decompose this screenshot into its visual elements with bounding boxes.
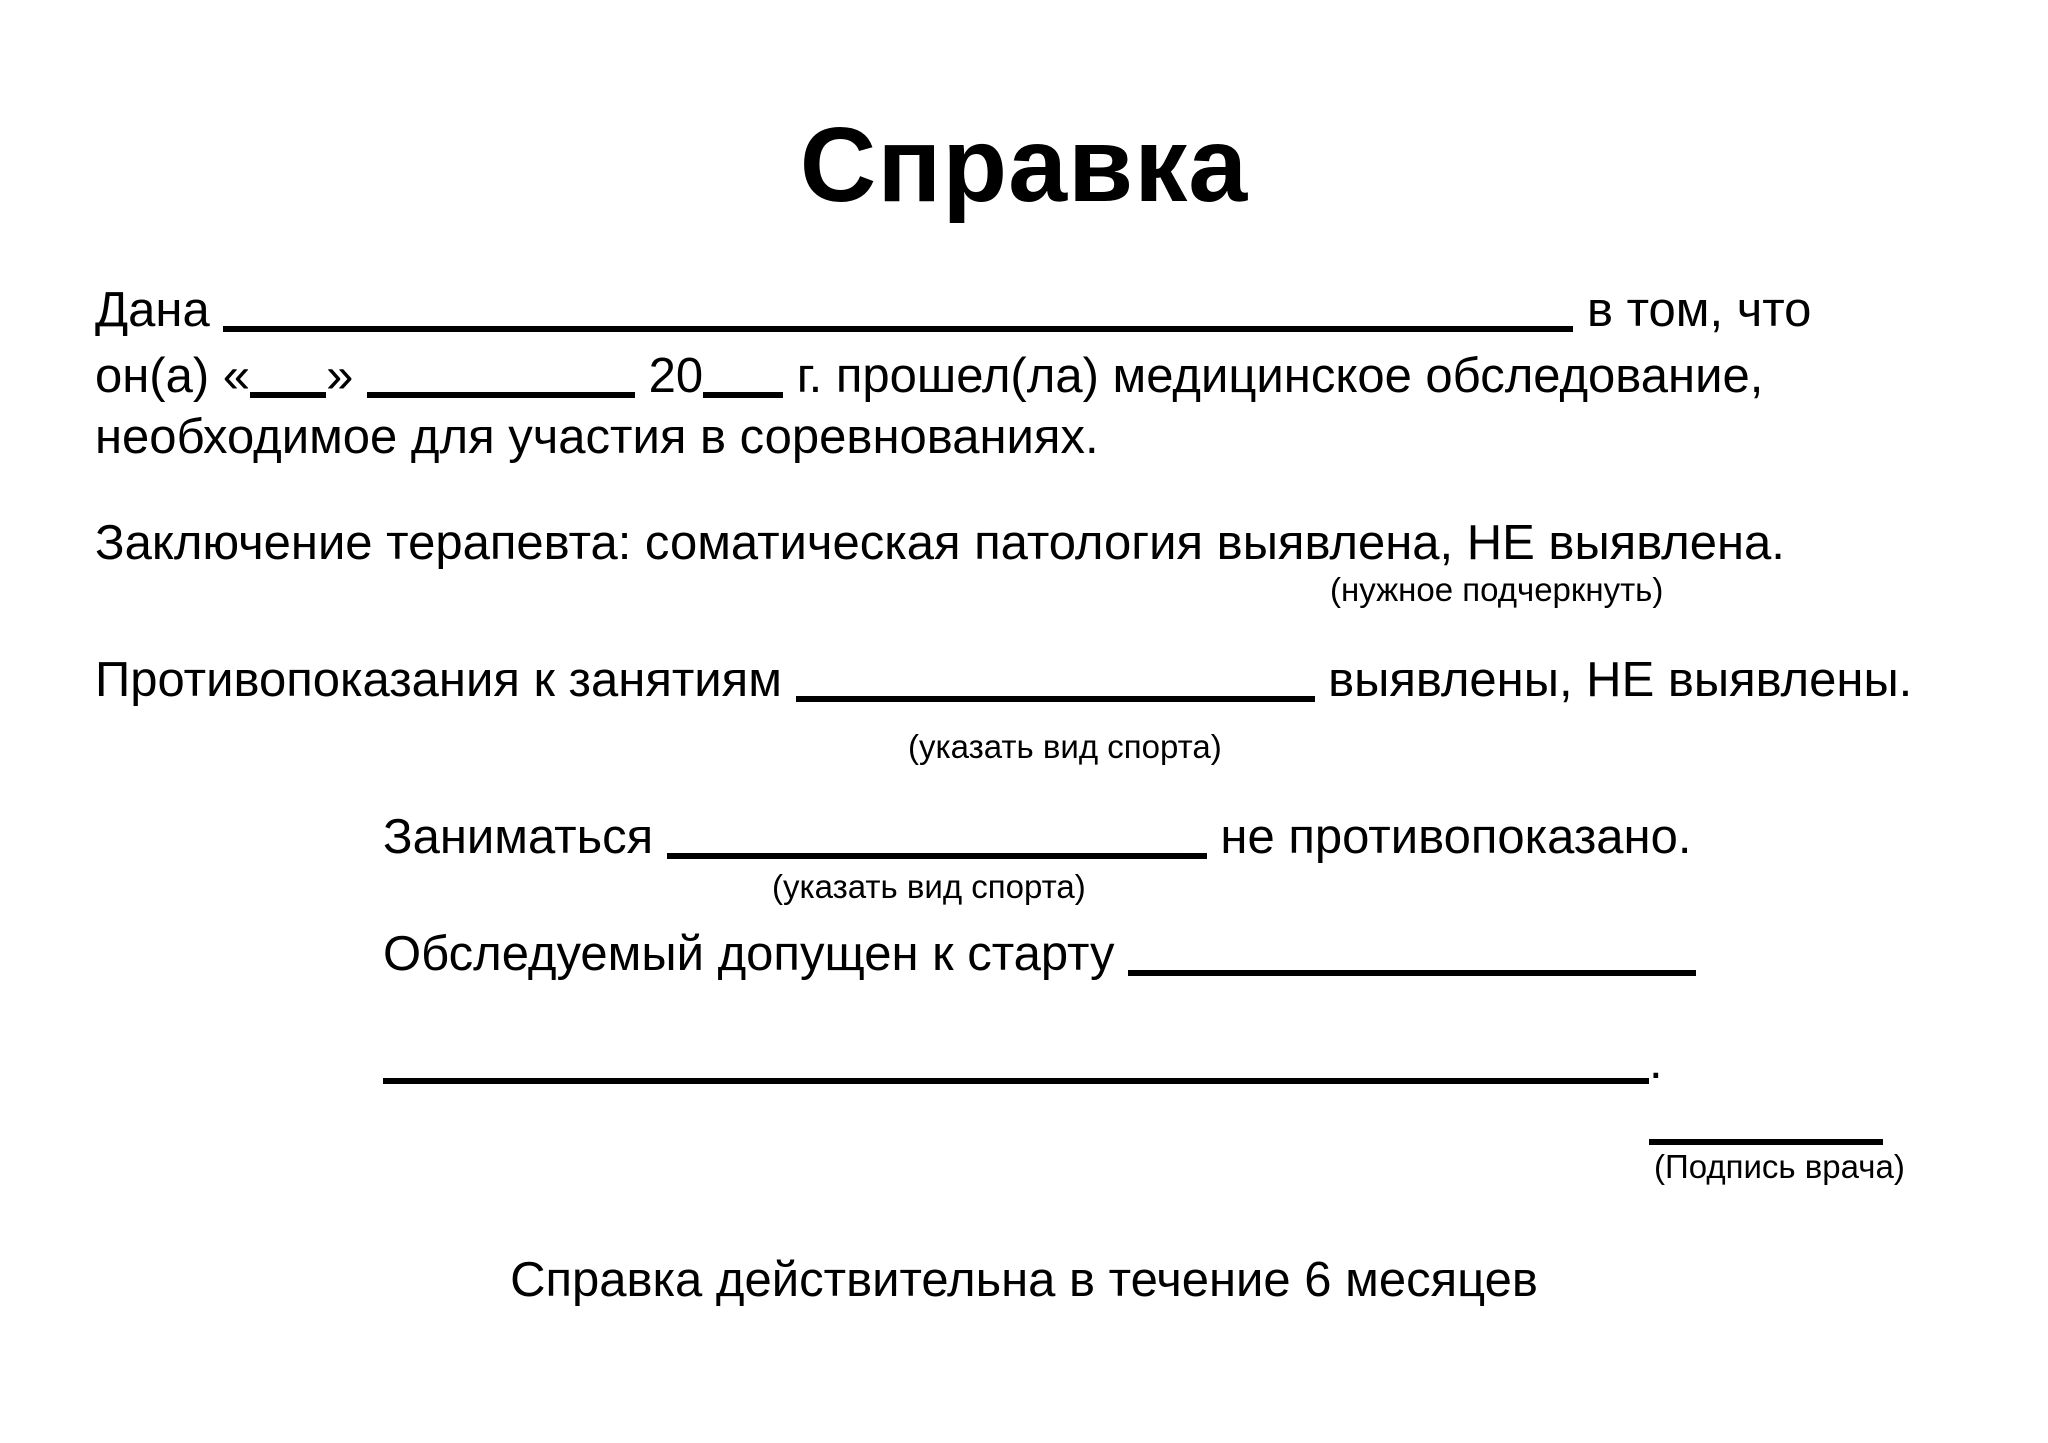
sport-kind-blank-1 [796, 647, 1315, 702]
validity-statement: Справка действительна в течение 6 месяцев [510, 1253, 1538, 1307]
given-to-label: Дана [95, 283, 210, 338]
sport-kind-note-2: (указать вид спорта) [772, 868, 1086, 905]
admission-line [383, 921, 1696, 985]
admission-continuation-line [383, 1029, 1663, 1093]
sentence-period: . [1649, 1035, 1663, 1090]
sport-kind-note-1: (указать вид спорта) [908, 728, 1222, 765]
admission-label: Обследуемый допущен к старту [383, 927, 1115, 982]
examination-date-line [95, 343, 1763, 407]
month-blank [367, 343, 635, 398]
contraindications-line [95, 647, 1912, 711]
contraindications-result: выявлены, НЕ выявлены. [1328, 653, 1913, 708]
sport-kind-blank-2 [667, 804, 1207, 859]
doctor-signature-blank [1649, 1090, 1883, 1145]
given-to-line [95, 277, 1811, 341]
year-blank [703, 343, 783, 398]
examination-text: г. прошел(ла) медицинское обследование, [796, 349, 1764, 404]
contraindications-label: Противопоказания к занятиям [95, 653, 782, 708]
page-title: Справка [799, 106, 1249, 224]
underline-instruction-note: (нужное подчеркнуть) [1330, 571, 1664, 608]
pronoun-open-quote: он(а) « [95, 349, 251, 404]
year-century: 20 [648, 349, 704, 404]
start-continuation-blank [383, 1029, 1649, 1084]
practice-line [383, 804, 1691, 868]
day-blank [250, 343, 326, 398]
therapist-conclusion-line: Заключение терапевта: соматическая патология выявлена, НЕ выявлена. [95, 516, 1785, 570]
practice-result: не противопоказано. [1220, 810, 1692, 865]
examination-purpose-line: необходимое для участия в соревнованиях. [95, 410, 1099, 464]
doctor-signature-label: (Подпись врача) [1654, 1148, 1905, 1185]
signature-rule [1649, 1090, 1883, 1154]
close-quote: » [326, 349, 354, 404]
practice-label: Заниматься [383, 810, 654, 865]
given-to-suffix: в том, что [1587, 283, 1812, 338]
recipient-name-blank [223, 277, 1573, 332]
start-blank [1128, 921, 1696, 976]
